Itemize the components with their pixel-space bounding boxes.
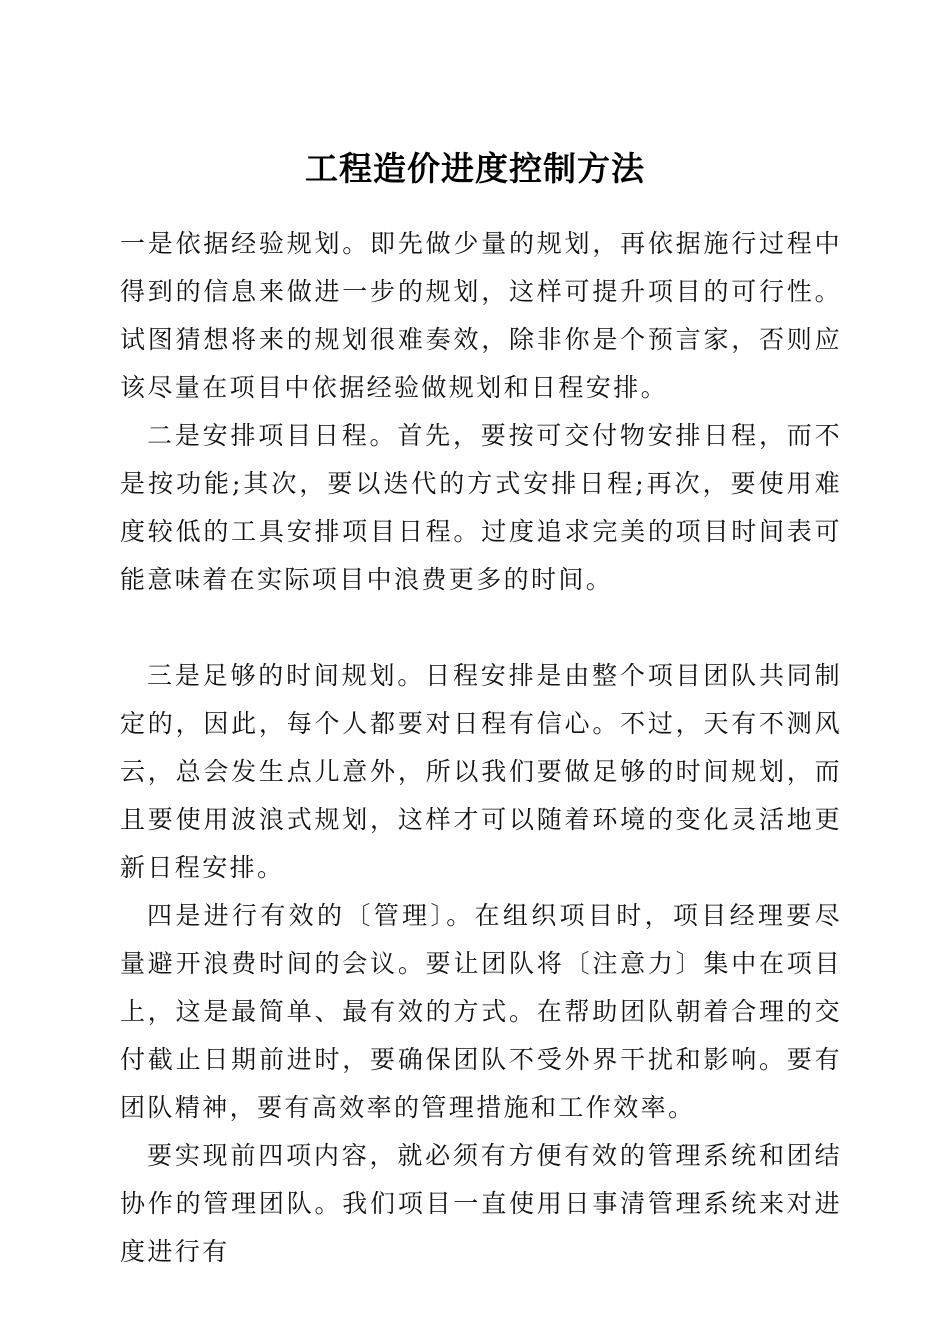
paragraph-2: 二是安排项目日程。首先，要按可交付物安排日程，而不是按功能;其次，要以迭代的方式安排日程;再次，要使用难度较低的工具安排项目日程。过度追求完美的项目时间表可能意味着在实际项目中浪费更多的时间。 <box>120 421 842 594</box>
paragraph-4: 四是进行有效的〔管理〕。在组织项目时，项目经理要尽量避开浪费时间的会议。要让团队将〔注意力〕集中在项目上，这是最简单、最有效的方式。在帮助团队朝着合理的交付截止日期前进时，要确保团队不受外界干扰和影响。要有团队精神，要有高效率的管理措施和工作效率。 <box>120 901 842 1122</box>
paragraph-3: 三是足够的时间规划。日程安排是由整个项目团队共同制定的，因此，每个人都要对日程有信心。不过，天有不测风云，总会发生点儿意外，所以我们要做足够的时间规划，而且要使用波浪式规划，这样才可以随着环境的变化灵活地更新日程安排。 <box>120 661 842 882</box>
document-body <box>120 220 842 1276</box>
document-title: 工程造价进度控制方法 <box>305 149 645 188</box>
paragraph-5: 要实现前四项内容，就必须有方便有效的管理系统和团结协作的管理团队。我们项目一直使用日事清管理系统来对进度进行有 <box>120 1141 842 1266</box>
paragraph-1: 一是依据经验规划。即先做少量的规划，再依据施行过程中得到的信息来做进一步的规划，这样可提升项目的可行性。试图猜想将来的规划很难奏效，除非你是个预言家，否则应该尽量在项目中依据经验做规划和日程安排。 <box>120 229 842 402</box>
